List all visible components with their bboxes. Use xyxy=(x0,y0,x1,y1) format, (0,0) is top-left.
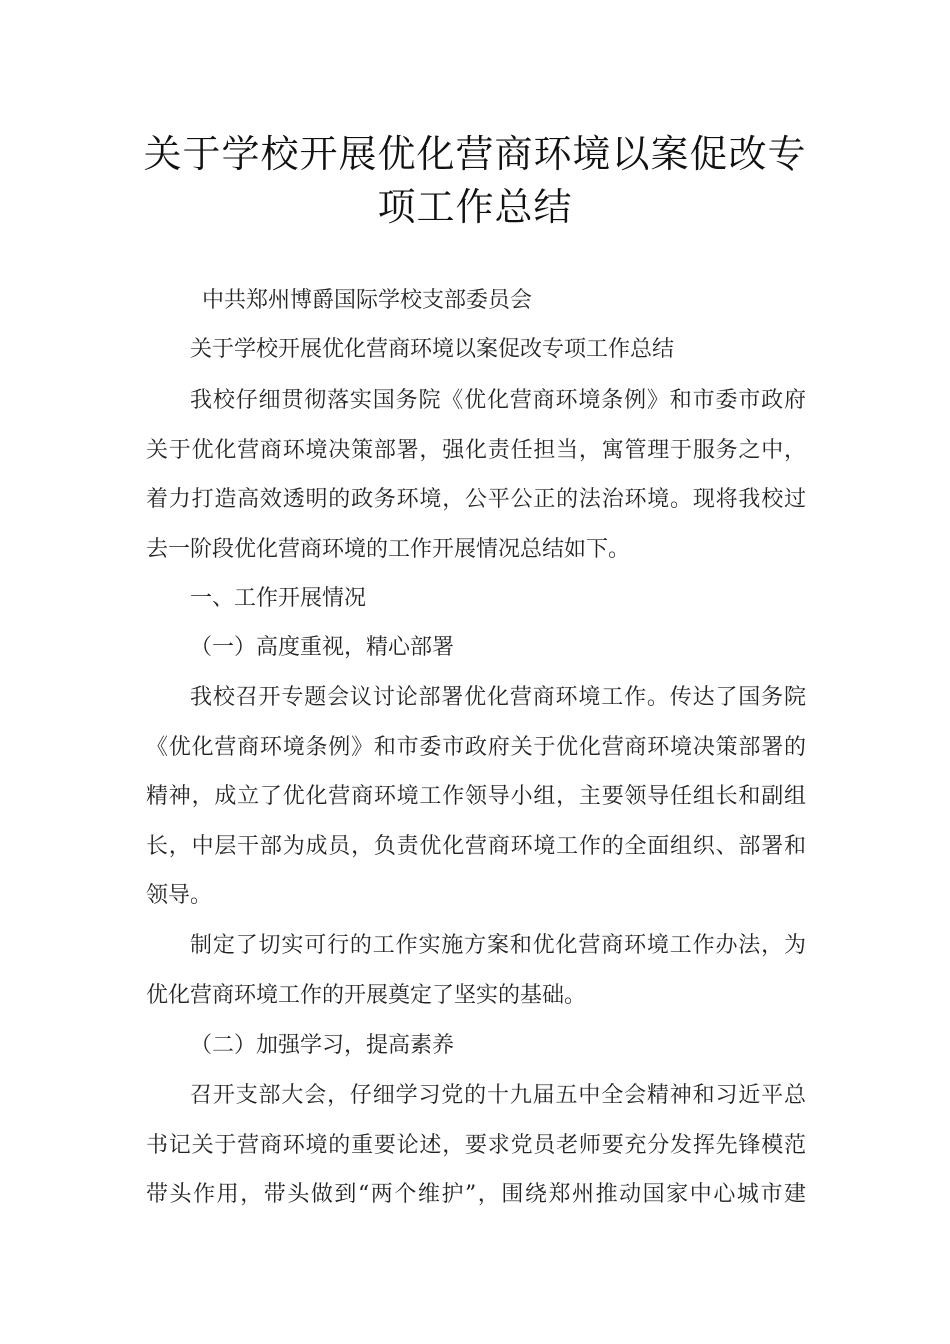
paragraph-plan xyxy=(146,921,806,1020)
title-line: 项工作总结 xyxy=(377,185,573,229)
heading-text: （二）加强学习，提高素养 xyxy=(190,1033,455,1058)
org-line xyxy=(146,276,806,326)
paragraph-line: 精神，成立了优化营商环境工作领导小组，主要领导任组长和副组 xyxy=(146,784,806,809)
section-heading xyxy=(146,574,806,624)
paragraph-line: 我校召开专题会议讨论部署优化营商环境工作。传达了国务院 xyxy=(190,685,806,710)
subsection-heading xyxy=(146,623,806,673)
paragraph-line: 带头作用，带头做到“两个维护”，围绕郑州推动国家中心城市建 xyxy=(146,1182,806,1207)
paragraph-study xyxy=(146,1071,806,1220)
paragraph-line: 制定了切实可行的工作实施方案和优化营商环境工作办法，为 xyxy=(190,933,806,958)
paragraph-line: 着力打造高效透明的政务环境，公平公正的法治环境。现将我校过 xyxy=(146,487,806,512)
paragraph-line: 我校仔细贯彻落实国务院《优化营商环境条例》和市委市政府 xyxy=(190,388,806,413)
subtitle-line xyxy=(146,325,806,375)
paragraph-line: 《优化营商环境条例》和市委市政府关于优化营商环境决策部署的 xyxy=(146,734,806,760)
paragraph-line: 长，中层干部为成员，负责优化营商环境工作的全面组织、部署和 xyxy=(146,833,806,859)
paragraph-line: 书记关于营商环境的重要论述，要求党员老师要充分发挥先锋模范 xyxy=(146,1132,806,1158)
title-line: 关于学校开展优化营商环境以案促改专 xyxy=(143,132,807,176)
paragraph-line: 关于优化营商环境决策部署，强化责任担当，寓管理于服务之中， xyxy=(146,437,806,463)
subtitle-text: 关于学校开展优化营商环境以案促改专项工作总结 xyxy=(190,337,675,362)
org-name: 中共郑州博爵国际学校支部委员会 xyxy=(202,288,533,313)
paragraph-line: 去一阶段优化营商环境的工作开展情况总结如下。 xyxy=(146,536,631,562)
document-title xyxy=(130,128,820,234)
paragraph-intro xyxy=(146,376,806,574)
paragraph-meeting xyxy=(146,673,806,921)
paragraph-line: 领导。 xyxy=(146,883,213,908)
paragraph-line: 召开支部大会，仔细学习党的十九届五中全会精神和习近平总 xyxy=(190,1083,806,1108)
heading-text: （一）高度重视，精心部署 xyxy=(190,635,455,660)
subsection-heading xyxy=(146,1021,806,1071)
paragraph-line: 优化营商环境工作的开展奠定了坚实的基础。 xyxy=(146,982,587,1008)
heading-text: 一、工作开展情况 xyxy=(190,586,367,611)
